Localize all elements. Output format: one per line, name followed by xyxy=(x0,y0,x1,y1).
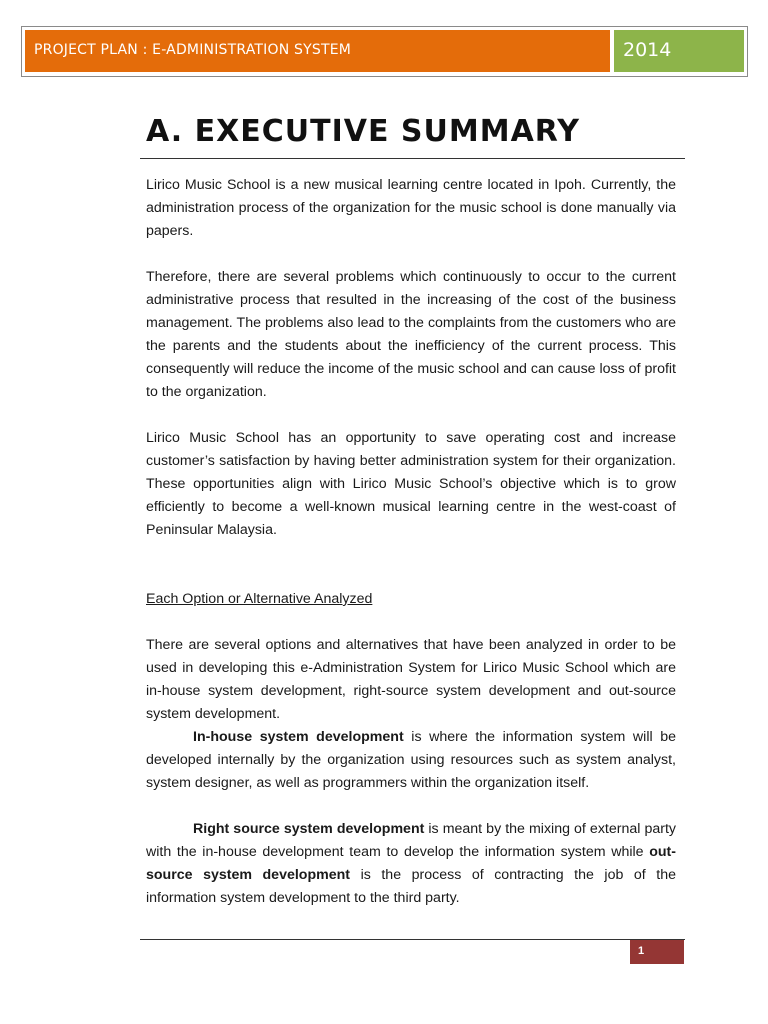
outsource-description: is the process of contracting the job of the information system development to the third party. xyxy=(146,867,676,906)
document-body xyxy=(146,174,676,933)
page-number: 1 xyxy=(637,945,645,957)
term-inhouse: In-house system development xyxy=(193,729,404,745)
paragraph-options: There are several options and alternatives that have been analyzed in order to be used in developing this e-Administration System for Lirico Music School which are in-house system development, right-source system development and out-source system development. xyxy=(146,637,676,722)
term-outsource: out-source system development xyxy=(146,844,676,883)
page-number-box xyxy=(630,940,684,964)
heading-divider xyxy=(140,158,685,159)
paragraph-intro: Lirico Music School is a new musical learning centre located in Ipoh. Currently, the administration process of the organization for the music school is done manually via papers. xyxy=(146,177,676,239)
document-year: 2014 xyxy=(623,39,672,61)
paragraph-rightsource xyxy=(146,818,676,910)
inhouse-description: is where the information system will be developed internally by the organization using resources such as system analyst, system designer, as well as programmers within the organization itself. xyxy=(146,729,676,791)
section-heading: A. EXECUTIVE SUMMARY xyxy=(146,114,580,149)
header-title-band xyxy=(25,30,610,72)
header-year-band xyxy=(614,30,744,72)
paragraph-opportunity: Lirico Music School has an opportunity to save operating cost and increase customer’s satisfaction by having better administration system for their organization. These opportunities align with Lirico Music School’s objective which is to grow efficiently to become a well-known musical learning centre in the west-coast of Peninsular Malaysia. xyxy=(146,430,676,538)
document-title: PROJECT PLAN : E-ADMINISTRATION SYSTEM xyxy=(34,42,352,58)
footer-divider xyxy=(140,939,685,940)
paragraph-inhouse xyxy=(146,726,676,795)
term-rightsource: Right source system development xyxy=(193,821,425,837)
paragraph-problems: Therefore, there are several problems which continuously to occur to the current administrative process that resulted in the increasing of the cost of the business management. The problems also lead to the complaints from the customers who are the parents and the students about the inefficiency of the current process. This consequently will reduce the income of the music school and can cause loss of profit to the organization. xyxy=(146,269,676,400)
rightsource-description: is meant by the mixing of external party with the in-house development team to develop the information system while xyxy=(146,821,676,860)
subheading-options: Each Option or Alternative Analyzed xyxy=(146,591,373,607)
